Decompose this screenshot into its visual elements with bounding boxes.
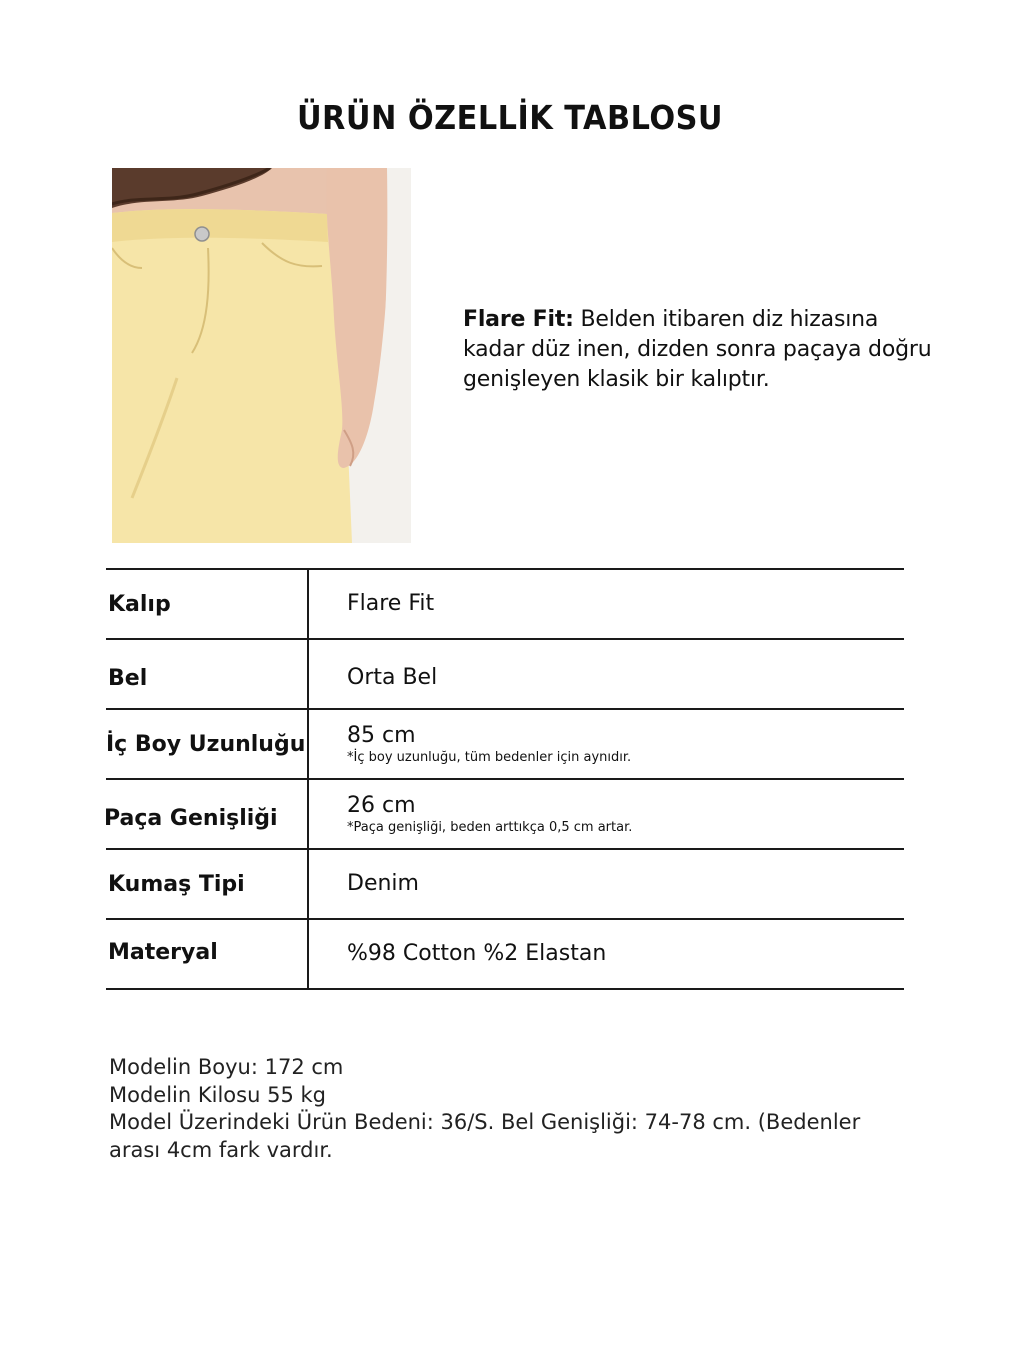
column-divider [307,570,309,638]
spec-value: Orta Bel [347,665,438,690]
spec-label: Kumaş Tipi [108,871,245,897]
spec-label: İç Boy Uzunluğu [106,731,306,757]
column-divider [307,920,309,988]
model-height: Modelin Boyu: 172 cm [109,1055,344,1079]
spec-row-kumas [106,848,904,918]
spec-value-cell [347,920,606,988]
column-divider [307,780,309,848]
spec-value-cell [347,850,419,918]
spec-value: 85 cm [347,722,416,748]
fit-text: Belden itibaren diz hizasına kadar düz inen, dizden sonra paçaya doğru genişleyen klasik bir kalıptır. [463,307,932,392]
model-weight: Modelin Kilosu 55 kg [109,1082,326,1107]
spec-row-ic-boy [106,708,904,778]
fit-label: Flare Fit: [463,307,574,332]
spec-note: *İç boy uzunluğu, tüm bedenler için aynıdır. [347,749,632,765]
spec-table [106,568,904,990]
spec-value-cell [347,570,434,638]
spec-label: Bel [108,665,148,691]
spec-row-paca [106,778,904,848]
product-photo [112,168,411,543]
spec-value: Flare Fit [347,591,435,616]
model-size: Model Üzerindeki Ürün Bedeni: 36/S. Bel Genişliği: 74-78 cm. (Bedenler arası 4cm fark vardır. [109,1110,861,1162]
model-info [109,1054,909,1164]
spec-note: *Paça genişliği, beden arttıkça 0,5 cm artar. [347,819,633,835]
spec-row-materyal [106,918,904,990]
column-divider [307,640,309,708]
spec-label: Kalıp [108,591,171,617]
spec-value-cell [347,780,632,848]
spec-value-cell [347,644,437,712]
spec-label: Paça Genişliği [104,805,278,831]
page-title: ÜRÜN ÖZELLİK TABLOSU [296,98,724,137]
spec-value: 26 cm [347,792,416,818]
fit-description [463,305,933,395]
spec-value: %98 Cotton %2 Elastan [347,941,607,966]
column-divider [307,710,309,778]
spec-row-kalip [106,568,904,638]
column-divider [307,850,309,918]
spec-value-cell [347,710,631,778]
spec-row-bel [106,638,904,708]
spec-value: Denim [347,871,419,896]
spec-label: Materyal [108,939,218,965]
